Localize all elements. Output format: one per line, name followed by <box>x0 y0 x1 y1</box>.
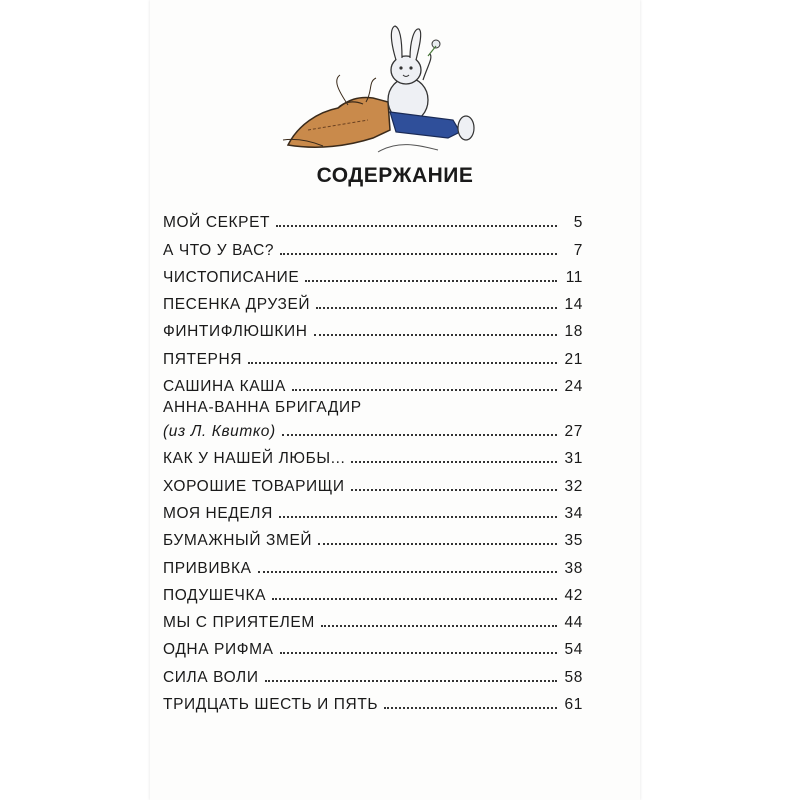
toc-entry[interactable] <box>163 290 583 317</box>
toc-entry[interactable] <box>163 372 583 399</box>
dot-leader <box>316 307 557 309</box>
toc-entry-page: 61 <box>564 696 583 714</box>
toc-entry[interactable] <box>163 399 583 444</box>
toc-entry-title: МЫ С ПРИЯТЕЛЕМ <box>163 614 315 632</box>
toc-entry-page: 24 <box>564 378 583 396</box>
toc-entry-page: 18 <box>564 323 583 341</box>
dot-leader <box>279 516 557 518</box>
toc-entry-page: 32 <box>564 477 583 495</box>
toc-entry-page: 42 <box>564 586 583 604</box>
page-title: СОДЕРЖАНИЕ <box>316 164 474 187</box>
toc-entry[interactable] <box>163 499 583 526</box>
toc-entry-title: АННА-ВАННА БРИГАДИР <box>163 399 362 417</box>
toc-entry-page: 7 <box>573 241 583 259</box>
toc-entry-page: 54 <box>564 641 583 659</box>
toc-entry-page: 11 <box>565 268 583 286</box>
toc-entry[interactable] <box>163 263 583 290</box>
dot-leader <box>248 362 557 364</box>
toc-entry-title: ОДНА РИФМА <box>163 641 274 659</box>
dot-leader <box>384 707 557 709</box>
dot-leader <box>351 461 557 463</box>
toc-entry-title: ЧИСТОПИСАНИЕ <box>163 268 300 286</box>
toc-entry-page: 31 <box>564 450 583 468</box>
dot-leader <box>351 489 557 491</box>
toc-entry-page: 44 <box>564 614 583 632</box>
toc-entry-page: 35 <box>564 532 583 550</box>
toc-entry-title: КАК У НАШЕЙ ЛЮБЫ... <box>163 450 346 468</box>
toc-entry[interactable] <box>163 553 583 580</box>
dot-leader <box>314 334 557 336</box>
dot-leader <box>265 680 557 682</box>
toc-entry-title: А ЧТО У ВАС? <box>163 241 275 259</box>
toc-entry[interactable] <box>163 662 583 689</box>
toc-entry[interactable] <box>163 235 583 262</box>
toc-entry-title: ПОДУШЕЧКА <box>163 586 267 604</box>
dot-leader <box>276 225 557 227</box>
dot-leader <box>318 543 557 545</box>
toc-entry-title: МОЙ СЕКРЕТ <box>163 214 271 232</box>
dot-leader <box>305 280 557 282</box>
toc-entry-title: СИЛА ВОЛИ <box>163 668 259 686</box>
toc-entry-page: 5 <box>573 214 583 232</box>
dot-leader <box>258 571 557 573</box>
toc-entry[interactable] <box>163 690 583 717</box>
toc-entry[interactable] <box>163 635 583 662</box>
toc-entry-title: ПЕСЕНКА ДРУЗЕЙ <box>163 296 311 314</box>
table-of-contents <box>163 208 583 717</box>
toc-entry-subtitle: (из Л. Квитко) <box>163 423 276 441</box>
toc-entry[interactable] <box>163 317 583 344</box>
toc-entry-page: 58 <box>564 668 583 686</box>
toc-entry-page: 27 <box>564 423 583 441</box>
toc-entry[interactable] <box>163 526 583 553</box>
toc-entry-title: ФИНТИФЛЮШКИН <box>163 323 308 341</box>
toc-entry[interactable] <box>163 344 583 371</box>
toc-entry-title: БУМАЖНЫЙ ЗМЕЙ <box>163 532 313 550</box>
toc-entry-page: 14 <box>564 296 583 314</box>
toc-entry[interactable] <box>163 581 583 608</box>
toc-entry[interactable] <box>163 608 583 635</box>
dot-leader <box>292 389 557 391</box>
toc-entry-page: 21 <box>564 350 583 368</box>
toc-entry-title: ПРИВИВКА <box>163 559 252 577</box>
toc-entry[interactable] <box>163 444 583 471</box>
dot-leader <box>282 434 557 436</box>
dot-leader <box>280 253 557 255</box>
toc-entry-page: 34 <box>564 504 583 522</box>
toc-entry-title: ПЯТЕРНЯ <box>163 350 243 368</box>
dot-leader <box>272 598 557 600</box>
toc-entry-title: САШИНА КАША <box>163 378 286 396</box>
toc-entry-title: ХОРОШИЕ ТОВАРИЩИ <box>163 477 345 495</box>
toc-entry-title: МОЯ НЕДЕЛЯ <box>163 504 273 522</box>
toc-entry[interactable] <box>163 208 583 235</box>
bunny-and-shoe-drawing <box>278 20 478 160</box>
dot-leader <box>321 625 557 627</box>
toc-entry[interactable] <box>163 471 583 498</box>
dot-leader <box>280 652 557 654</box>
toc-entry-page: 38 <box>564 559 583 577</box>
toc-entry-title: ТРИДЦАТЬ ШЕСТЬ И ПЯТЬ <box>163 696 379 714</box>
